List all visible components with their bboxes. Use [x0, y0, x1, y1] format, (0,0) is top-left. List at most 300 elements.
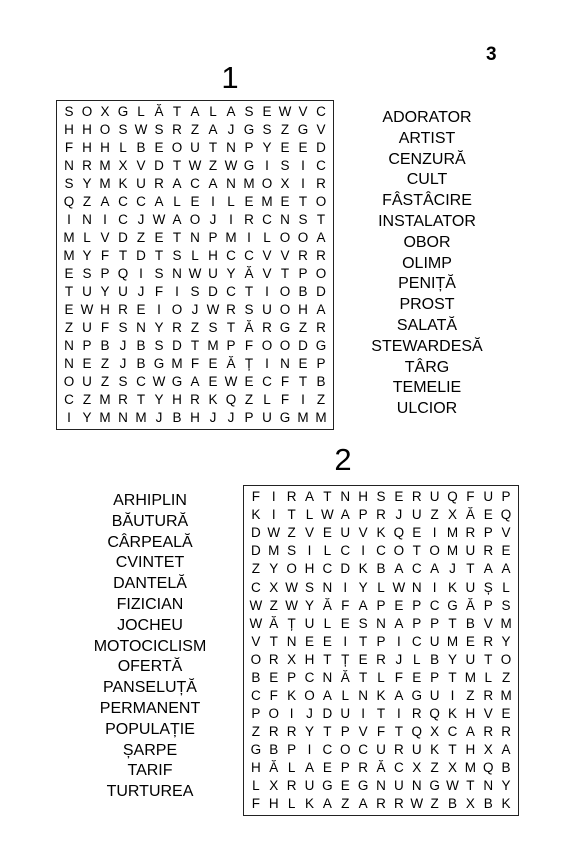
grid-cell: E — [154, 230, 164, 246]
grid-cell: A — [501, 561, 511, 577]
grid-cell: D — [322, 705, 333, 721]
grid-cell: F — [376, 723, 386, 739]
grid-cell: L — [323, 543, 332, 559]
grid-cell: G — [279, 320, 291, 336]
grid-cell: T — [269, 633, 278, 649]
grid-cell: X — [412, 760, 422, 776]
grid-cell: R — [268, 723, 279, 739]
grid-cell: P — [483, 525, 493, 541]
grid-cell: Y — [305, 597, 315, 613]
grid-cell: U — [393, 778, 404, 794]
page-number: 3 — [486, 44, 497, 65]
grid-cell: S — [262, 122, 272, 138]
grid-cell: M — [171, 356, 183, 372]
word-list-item: PROST — [399, 296, 455, 314]
grid-cell: U — [429, 489, 440, 505]
grid-cell: T — [118, 248, 128, 264]
grid-cell: M — [63, 230, 75, 246]
grid-cell: F — [466, 489, 475, 505]
grid-cell: A — [322, 687, 332, 703]
grid-cell: E — [208, 374, 218, 390]
word-list-item: TEMELIE — [392, 379, 462, 397]
grid-cell: R — [82, 158, 92, 174]
grid-cell: O — [261, 176, 273, 192]
grid-cell: O — [171, 140, 183, 156]
grid-cell: X — [483, 742, 493, 758]
grid-cell: M — [99, 158, 111, 174]
grid-cell: H — [64, 122, 74, 138]
grid-cell: I — [265, 158, 269, 174]
grid-cell: E — [298, 356, 308, 372]
grid-cell: B — [298, 284, 308, 300]
grid-cell: W — [249, 615, 263, 631]
word-list-item: PENIȚĂ — [398, 275, 456, 293]
grid-cell: I — [396, 633, 401, 649]
grid-cell: Y — [305, 723, 315, 739]
grid-cell: K — [376, 687, 386, 703]
grid-cell: P — [298, 266, 308, 282]
grid-cell: D — [340, 561, 351, 577]
grid-cell: I — [307, 742, 312, 758]
grid-cell: R — [393, 796, 404, 812]
grid-cell: Ă — [322, 597, 332, 613]
grid-cell: Y — [82, 248, 92, 264]
grid-cell: C — [190, 176, 200, 192]
grid-cell: C — [251, 687, 261, 703]
grid-cell: Z — [251, 723, 261, 739]
grid-cell: E — [298, 140, 308, 156]
grid-cell: A — [322, 796, 332, 812]
grid-cell: R — [286, 778, 297, 794]
grid-cell: E — [64, 302, 74, 318]
grid-cell: G — [315, 338, 327, 354]
grid-cell: Y — [447, 651, 457, 667]
grid-cell: U — [465, 579, 476, 595]
grid-cell: U — [82, 284, 92, 300]
grid-cell: I — [361, 543, 365, 559]
grid-cell: T — [448, 615, 457, 631]
word-list-item: JOCHEU — [117, 616, 183, 634]
grid-cell: L — [83, 230, 91, 246]
grid-cell: G — [411, 687, 422, 703]
grid-cell: U — [136, 176, 146, 192]
grid-cell: T — [172, 104, 182, 120]
grid-cell: O — [304, 687, 315, 703]
grid-cell: S — [244, 104, 254, 120]
grid-cell: G — [117, 104, 129, 120]
grid-cell: H — [298, 302, 308, 318]
grid-cell: Ă — [340, 669, 350, 685]
grid-cell: U — [465, 651, 476, 667]
grid-cell: H — [100, 140, 110, 156]
grid-cell: M — [207, 338, 219, 354]
grid-cell: H — [465, 742, 476, 758]
grid-cell: I — [67, 212, 71, 228]
grid-cell: R — [244, 212, 254, 228]
grid-cell: N — [136, 320, 146, 336]
grid-cell: O — [279, 230, 291, 246]
grid-cell: A — [305, 760, 315, 776]
grid-cell: Z — [208, 158, 218, 174]
grid-cell: P — [226, 338, 236, 354]
grid-cell: Y — [154, 392, 164, 408]
grid-cell: K — [447, 705, 457, 721]
grid-cell: G — [297, 122, 309, 138]
grid-cell: W — [80, 302, 94, 318]
grid-cell: Ț — [244, 356, 254, 372]
word-list-item: TARIF — [127, 762, 173, 780]
grid-cell: W — [224, 158, 238, 174]
grid-cell: F — [154, 284, 164, 300]
grid-cell: P — [244, 140, 254, 156]
grid-cell: L — [377, 579, 385, 595]
grid-cell: R — [376, 651, 386, 667]
grid-cell: R — [393, 742, 404, 758]
grid-cell: D — [298, 338, 308, 354]
grid-cell: O — [393, 543, 405, 559]
grid-cell: L — [252, 778, 260, 794]
grid-cell: Y — [262, 140, 272, 156]
grid-cell: S — [280, 158, 290, 174]
grid-cell: J — [395, 507, 403, 523]
grid-cell: K — [376, 525, 386, 541]
grid-cell: U — [483, 489, 494, 505]
grid-cell: N — [118, 410, 128, 426]
grid-cell: L — [191, 248, 199, 264]
grid-cell: R — [154, 176, 164, 192]
grid-cell: M — [99, 176, 111, 192]
grid-cell: O — [500, 651, 512, 667]
grid-cell: B — [172, 410, 182, 426]
grid-cell: K — [358, 561, 368, 577]
grid-cell: U — [82, 320, 92, 336]
grid-cell: Q — [482, 760, 494, 776]
grid-cell: H — [82, 122, 92, 138]
grid-cell: G — [322, 778, 333, 794]
grid-cell: E — [269, 669, 279, 685]
grid-cell: N — [172, 266, 182, 282]
grid-cell: Z — [190, 320, 200, 336]
grid-cell: L — [341, 687, 350, 703]
grid-cell: A — [316, 302, 326, 318]
grid-cell: O — [99, 122, 111, 138]
grid-cell: S — [208, 320, 218, 336]
grid-cell: I — [361, 705, 365, 721]
grid-cell: T — [484, 651, 493, 667]
grid-cell: T — [316, 212, 326, 228]
grid-cell: P — [244, 410, 254, 426]
grid-cell: L — [137, 104, 145, 120]
grid-cell: C — [322, 742, 333, 758]
word-list-item: FIZICIAN — [116, 595, 184, 613]
grid-cell: V — [136, 158, 146, 174]
grid-cell: N — [340, 489, 351, 505]
word-list-item: INSTALATOR — [378, 212, 476, 230]
grid-cell: Y — [226, 266, 236, 282]
grid-cell: F — [190, 356, 200, 372]
grid-cell: V — [251, 633, 261, 649]
grid-cell: N — [226, 140, 236, 156]
grid-cell: J — [395, 651, 403, 667]
grid-cell: B — [136, 356, 146, 372]
grid-cell: M — [135, 410, 147, 426]
grid-cell: S — [154, 122, 164, 138]
grid-cell: P — [287, 669, 297, 685]
grid-cell: E — [64, 266, 74, 282]
grid-cell: R — [298, 248, 308, 264]
grid-cell: Q — [393, 525, 405, 541]
grid-cell: Z — [430, 507, 439, 523]
grid-cell: X — [447, 760, 457, 776]
grid-cell: S — [172, 248, 182, 264]
grid-cell: P — [376, 597, 386, 613]
grid-cell: X — [269, 778, 279, 794]
grid-cell: E — [501, 705, 511, 721]
grid-cell: J — [119, 356, 127, 372]
puzzle-2-word-list — [80, 491, 220, 803]
grid-cell: O — [340, 742, 351, 758]
grid-cell: P — [483, 597, 493, 613]
grid-cell: A — [208, 176, 218, 192]
grid-cell: F — [244, 338, 254, 354]
grid-cell: D — [154, 158, 164, 174]
grid-cell: D — [118, 230, 128, 246]
grid-cell: U — [304, 615, 315, 631]
grid-cell: Q — [429, 705, 440, 721]
grid-cell: A — [226, 104, 236, 120]
grid-cell: M — [63, 248, 75, 264]
grid-cell: X — [447, 507, 457, 523]
grid-cell: R — [483, 723, 494, 739]
grid-cell: E — [340, 615, 350, 631]
grid-cell: V — [280, 248, 290, 264]
grid-cell: E — [322, 760, 332, 776]
grid-cell: J — [137, 212, 145, 228]
grid-cell: F — [100, 248, 110, 264]
puzzle-1-letter-grid — [56, 100, 334, 430]
grid-cell: I — [103, 212, 107, 228]
grid-cell: C — [226, 248, 236, 264]
grid-cell: L — [263, 392, 271, 408]
grid-cell: I — [396, 705, 401, 721]
grid-cell: U — [190, 140, 200, 156]
grid-cell: U — [304, 778, 315, 794]
grid-cell: C — [376, 543, 386, 559]
grid-cell: L — [323, 615, 332, 631]
grid-cell: C — [251, 579, 261, 595]
grid-cell: G — [250, 742, 262, 758]
grid-cell: T — [298, 374, 308, 390]
grid-cell: X — [118, 158, 128, 174]
grid-cell: H — [208, 248, 218, 264]
grid-cell: P — [100, 266, 110, 282]
grid-cell: B — [447, 796, 457, 812]
grid-cell: Z — [82, 392, 92, 408]
grid-cell: S — [118, 374, 128, 390]
word-list-item: ULCIOR — [396, 400, 458, 418]
grid-cell: V — [298, 104, 308, 120]
grid-cell: A — [340, 507, 350, 523]
grid-cell: A — [172, 176, 182, 192]
grid-cell: R — [316, 176, 326, 192]
grid-cell: S — [244, 302, 254, 318]
grid-cell: F — [251, 796, 261, 812]
grid-cell: B — [430, 651, 440, 667]
grid-cell: B — [465, 615, 475, 631]
grid-cell: D — [251, 525, 261, 541]
grid-cell: W — [278, 104, 292, 120]
grid-cell: X — [100, 104, 110, 120]
grid-cell: O — [268, 705, 280, 721]
grid-cell: O — [429, 543, 440, 559]
grid-cell: D — [251, 543, 261, 559]
grid-cell: W — [446, 778, 459, 794]
grid-cell: T — [466, 561, 475, 577]
grid-cell: O — [250, 651, 262, 667]
grid-cell: Q — [225, 392, 237, 408]
grid-cell: A — [305, 489, 315, 505]
grid-cell: W — [152, 212, 166, 228]
grid-cell: E — [262, 104, 272, 120]
grid-cell: F — [280, 392, 290, 408]
word-list-item: ADORATOR — [382, 109, 472, 126]
grid-cell: R — [118, 302, 128, 318]
grid-cell: U — [465, 543, 476, 559]
grid-cell: B — [100, 338, 110, 354]
grid-cell: Z — [430, 796, 439, 812]
grid-cell: R — [483, 633, 494, 649]
grid-cell: W — [410, 796, 424, 812]
grid-cell: Z — [280, 122, 290, 138]
grid-cell: M — [500, 615, 512, 631]
grid-cell: L — [287, 796, 296, 812]
grid-cell: G — [171, 374, 183, 390]
grid-cell: Z — [190, 122, 200, 138]
grid-cell: A — [100, 194, 110, 210]
grid-cell: I — [307, 543, 312, 559]
grid-cell: R — [172, 122, 182, 138]
grid-cell: A — [483, 561, 493, 577]
grid-cell: W — [188, 158, 202, 174]
grid-cell: I — [289, 705, 294, 721]
grid-cell: T — [394, 723, 403, 739]
grid-cell: A — [465, 723, 475, 739]
grid-cell: R — [376, 507, 386, 523]
grid-cell: U — [118, 284, 128, 300]
grid-cell: I — [157, 302, 161, 318]
grid-cell: A — [190, 104, 200, 120]
grid-cell: T — [376, 705, 386, 721]
grid-cell: Y — [269, 561, 279, 577]
word-list-item: OLIMP — [402, 254, 452, 272]
grid-cell: P — [251, 705, 261, 721]
grid-cell: P — [340, 723, 350, 739]
grid-cell: S — [64, 176, 74, 192]
grid-cell: N — [322, 669, 333, 685]
grid-cell: P — [208, 230, 218, 246]
grid-cell: M — [99, 410, 111, 426]
grid-cell: E — [136, 302, 146, 318]
grid-cell: E — [305, 633, 315, 649]
grid-cell: F — [341, 597, 350, 613]
grid-cell: N — [64, 158, 74, 174]
grid-cell: J — [227, 122, 235, 138]
word-list-item: PANSELUȚĂ — [103, 679, 197, 697]
grid-cell: N — [483, 778, 494, 794]
grid-cell: C — [316, 104, 326, 120]
grid-cell: Q — [500, 507, 512, 523]
grid-cell: Z — [136, 230, 146, 246]
grid-cell: Z — [287, 525, 296, 541]
grid-cell: A — [190, 374, 200, 390]
grid-cell: V — [358, 723, 368, 739]
grid-cell: S — [118, 320, 128, 336]
grid-cell: U — [262, 302, 272, 318]
grid-cell: M — [446, 633, 459, 649]
grid-cell: P — [82, 338, 92, 354]
grid-cell: E — [394, 489, 404, 505]
grid-cell: L — [502, 579, 510, 595]
grid-cell: I — [211, 194, 215, 210]
grid-cell: Ă — [465, 507, 475, 523]
grid-cell: E — [358, 651, 368, 667]
grid-cell: J — [209, 410, 217, 426]
grid-cell: I — [343, 633, 348, 649]
grid-cell: A — [172, 212, 182, 228]
grid-cell: S — [154, 338, 164, 354]
word-list-item: CULT — [406, 171, 448, 189]
grid-cell: T — [323, 723, 332, 739]
grid-cell: U — [262, 410, 272, 426]
grid-cell: J — [119, 338, 127, 354]
grid-cell: S — [358, 615, 368, 631]
puzzle-2-number: 2 — [334, 442, 352, 477]
grid-cell: Ș — [483, 579, 493, 595]
grid-cell: U — [340, 705, 351, 721]
grid-cell: M — [297, 410, 309, 426]
grid-cell: E — [394, 597, 404, 613]
grid-cell: E — [501, 543, 511, 559]
grid-cell: R — [411, 705, 422, 721]
grid-cell: V — [483, 615, 493, 631]
grid-cell: A — [394, 615, 404, 631]
grid-cell: E — [412, 525, 422, 541]
grid-cell: J — [449, 561, 456, 577]
grid-cell: R — [465, 525, 476, 541]
grid-cell: F — [280, 374, 290, 390]
grid-cell: L — [173, 194, 181, 210]
grid-cell: V — [483, 705, 493, 721]
grid-cell: Z — [298, 320, 308, 336]
grid-cell: N — [411, 579, 422, 595]
grid-cell: K — [287, 687, 297, 703]
grid-cell: E — [322, 525, 332, 541]
grid-cell: T — [190, 338, 200, 354]
grid-cell: D — [208, 284, 218, 300]
grid-cell: R — [118, 392, 128, 408]
grid-cell: M — [446, 543, 459, 559]
grid-cell: L — [305, 507, 314, 523]
grid-cell: P — [430, 615, 440, 631]
grid-cell: K — [447, 579, 457, 595]
grid-cell: B — [316, 374, 326, 390]
grid-cell: E — [280, 140, 290, 156]
grid-cell: R — [316, 320, 326, 336]
grid-cell: F — [394, 669, 403, 685]
word-list-item: TÂRG — [404, 358, 450, 376]
grid-cell: B — [269, 742, 279, 758]
grid-cell: Ă — [376, 760, 386, 776]
